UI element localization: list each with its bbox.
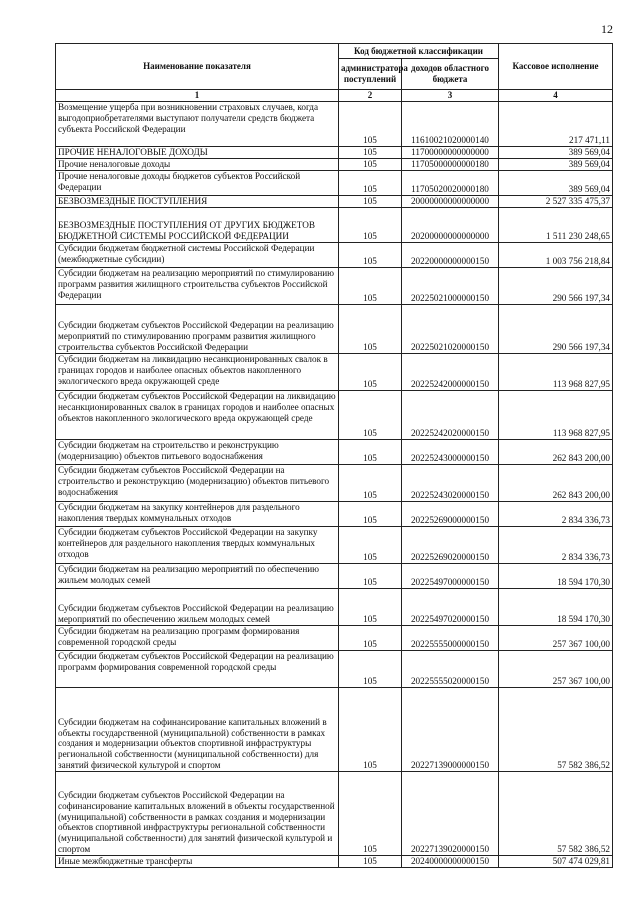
- row-name: Субсидии бюджетам субъектов Российской Федерации на закупку контейнеров для раздельного накопления твердых коммунальных отходов: [56, 527, 339, 564]
- row-amount: 2 834 336,73: [499, 527, 613, 564]
- row-admin: 105: [339, 688, 402, 772]
- column-number: 1: [56, 90, 339, 102]
- row-admin: 105: [339, 502, 402, 527]
- row-code: 11700000000000000: [402, 147, 499, 159]
- row-admin: 105: [339, 564, 402, 589]
- row-amount: 389 569,04: [499, 159, 613, 171]
- row-code: 20227139000000150: [402, 688, 499, 772]
- row-admin: 105: [339, 159, 402, 171]
- row-name: Субсидии бюджетам субъектов Российской Федерации на реализацию мероприятий по обеспечению жильем молодых семей: [56, 589, 339, 626]
- row-name: Субсидии бюджетам на софинансирование капитальных вложений в объекты государственной (муниципальной) собственности в рамках создания и модернизации объектов спортивной инфраструктуры региональной собственности (муниципальной собственности) для занятий физической культурой и спортом: [56, 688, 339, 772]
- table-row: [56, 196, 613, 208]
- row-code: 20225021020000150: [402, 305, 499, 354]
- row-name: ПРОЧИЕ НЕНАЛОГОВЫЕ ДОХОДЫ: [56, 147, 339, 159]
- row-amount: 57 582 386,52: [499, 772, 613, 856]
- row-code: 20225243000000150: [402, 440, 499, 465]
- header-admin: администратора поступлений: [339, 59, 402, 90]
- row-admin: 105: [339, 196, 402, 208]
- row-name: БЕЗВОЗМЕЗДНЫЕ ПОСТУПЛЕНИЯ: [56, 196, 339, 208]
- row-amount: 18 594 170,30: [499, 589, 613, 626]
- table-row: [56, 651, 613, 688]
- row-code: 20225269000000150: [402, 502, 499, 527]
- column-number: 3: [402, 90, 499, 102]
- header-name: Наименование показателя: [56, 44, 339, 90]
- row-admin: 105: [339, 772, 402, 856]
- row-code: 20240000000000150: [402, 856, 499, 868]
- row-code: 20225269020000150: [402, 527, 499, 564]
- table-row: [56, 354, 613, 391]
- row-admin: 105: [339, 354, 402, 391]
- row-amount: 18 594 170,30: [499, 564, 613, 589]
- row-amount: 262 843 200,00: [499, 465, 613, 502]
- row-amount: 1 511 230 248,65: [499, 208, 613, 243]
- row-code: 20225242000000150: [402, 354, 499, 391]
- row-name: Прочие неналоговые доходы: [56, 159, 339, 171]
- revenue-table: [55, 43, 613, 868]
- row-name: Субсидии бюджетам на ликвидацию несанкционированных свалок в границах городов и наиболее опасных объектов накопленного экологического вреда окружающей среде: [56, 354, 339, 391]
- row-name: БЕЗВОЗМЕЗДНЫЕ ПОСТУПЛЕНИЯ ОТ ДРУГИХ БЮДЖЕТОВ БЮДЖЕТНОЙ СИСТЕМЫ РОССИЙСКОЙ ФЕДЕРАЦИИ: [56, 208, 339, 243]
- table-row: [56, 440, 613, 465]
- row-admin: 105: [339, 465, 402, 502]
- row-admin: 105: [339, 268, 402, 305]
- row-code: 20220000000000150: [402, 243, 499, 268]
- row-name: Субсидии бюджетам субъектов Российской Федерации на софинансирование капитальных вложений в объекты государственной (муниципальной) собственности в рамках создания и модернизации объектов спортивной инфраструктуры региональной собственности (муниципальной собственности) для занятий физической культурой и спортом: [56, 772, 339, 856]
- row-code: 20200000000000000: [402, 208, 499, 243]
- table-row: [56, 268, 613, 305]
- row-amount: 290 566 197,34: [499, 305, 613, 354]
- row-name: Субсидии бюджетам субъектов Российской Федерации на строительство и реконструкцию (модернизацию) объектов питьевого водоснабжения: [56, 465, 339, 502]
- row-amount: 217 471,11: [499, 102, 613, 147]
- row-admin: 105: [339, 305, 402, 354]
- row-amount: 290 566 197,34: [499, 268, 613, 305]
- row-admin: 105: [339, 391, 402, 440]
- table-row: [56, 688, 613, 772]
- row-amount: 389 569,04: [499, 147, 613, 159]
- row-code: 20225555020000150: [402, 651, 499, 688]
- row-admin: 105: [339, 171, 402, 196]
- row-name: Субсидии бюджетам на реализацию мероприятий по стимулированию программ развития жилищного строительства субъектов Российской Федерации: [56, 268, 339, 305]
- row-code: 20225497020000150: [402, 589, 499, 626]
- row-code: 20225497000000150: [402, 564, 499, 589]
- row-admin: 105: [339, 243, 402, 268]
- row-code: 20227139020000150: [402, 772, 499, 856]
- row-name: Субсидии бюджетам субъектов Российской Федерации на реализацию мероприятий по стимулированию программ развития жилищного строительства субъектов Российской Федерации: [56, 305, 339, 354]
- page-number: 12: [601, 22, 613, 36]
- row-amount: 2 834 336,73: [499, 502, 613, 527]
- row-name: Иные межбюджетные трансферты: [56, 856, 339, 868]
- table-row: [56, 502, 613, 527]
- row-code: 11705000000000180: [402, 159, 499, 171]
- table-row: [56, 171, 613, 196]
- table-row: [56, 772, 613, 856]
- table-row: [56, 305, 613, 354]
- row-name: Субсидии бюджетам на реализацию мероприятий по обеспечению жильем молодых семей: [56, 564, 339, 589]
- row-admin: 105: [339, 589, 402, 626]
- row-amount: 113 968 827,95: [499, 391, 613, 440]
- row-name: Возмещение ущерба при возникновении страховых случаев, когда выгодоприобретателями выступают получатели средств бюджета субъекта Российской Федерации: [56, 102, 339, 147]
- header-income-code: доходов областного бюджета: [402, 59, 499, 90]
- row-name: Субсидии бюджетам субъектов Российской Федерации на ликвидацию несанкционированных свалок в границах городов и наиболее опасных объектов накопленного экологического вреда окружающей среде: [56, 391, 339, 440]
- table-row: [56, 391, 613, 440]
- table-row: [56, 564, 613, 589]
- row-amount: 2 527 335 475,37: [499, 196, 613, 208]
- row-amount: 57 582 386,52: [499, 688, 613, 772]
- table-row: [56, 208, 613, 243]
- row-name: Субсидии бюджетам субъектов Российской Федерации на реализацию программ формирования современной городской среды: [56, 651, 339, 688]
- row-amount: 507 474 029,81: [499, 856, 613, 868]
- row-code: 20225021000000150: [402, 268, 499, 305]
- row-admin: 105: [339, 102, 402, 147]
- row-code: 20225242020000150: [402, 391, 499, 440]
- table-row: [56, 589, 613, 626]
- row-code: 11610021020000140: [402, 102, 499, 147]
- column-number: 4: [499, 90, 613, 102]
- row-amount: 257 367 100,00: [499, 626, 613, 651]
- table-row: [56, 856, 613, 868]
- header-budget-code: Код бюджетной классификации: [339, 44, 499, 59]
- row-name: Субсидии бюджетам на закупку контейнеров для раздельного накопления твердых коммунальных отходов: [56, 502, 339, 527]
- row-admin: 105: [339, 147, 402, 159]
- row-amount: 389 569,04: [499, 171, 613, 196]
- table-row: [56, 465, 613, 502]
- row-code: 20225555000000150: [402, 626, 499, 651]
- row-admin: 105: [339, 527, 402, 564]
- row-admin: 105: [339, 440, 402, 465]
- table-row: [56, 527, 613, 564]
- row-name: Субсидии бюджетам бюджетной системы Российской Федерации (межбюджетные субсидии): [56, 243, 339, 268]
- row-amount: 113 968 827,95: [499, 354, 613, 391]
- table-row: [56, 102, 613, 147]
- row-amount: 1 003 756 218,84: [499, 243, 613, 268]
- row-admin: 105: [339, 626, 402, 651]
- header-amount: Кассовое исполнение: [499, 44, 613, 90]
- row-admin: 105: [339, 651, 402, 688]
- row-code: 20000000000000000: [402, 196, 499, 208]
- column-number: 2: [339, 90, 402, 102]
- table-row: [56, 159, 613, 171]
- row-amount: 262 843 200,00: [499, 440, 613, 465]
- row-admin: 105: [339, 856, 402, 868]
- row-name: Субсидии бюджетам на строительство и реконструкцию (модернизацию) объектов питьевого водоснабжения: [56, 440, 339, 465]
- row-code: 20225243020000150: [402, 465, 499, 502]
- row-name: Прочие неналоговые доходы бюджетов субъектов Российской Федерации: [56, 171, 339, 196]
- table-row: [56, 243, 613, 268]
- row-amount: 257 367 100,00: [499, 651, 613, 688]
- row-code: 11705020020000180: [402, 171, 499, 196]
- row-name: Субсидии бюджетам на реализацию программ формирования современной городской среды: [56, 626, 339, 651]
- table-row: [56, 626, 613, 651]
- row-admin: 105: [339, 208, 402, 243]
- table-row: [56, 147, 613, 159]
